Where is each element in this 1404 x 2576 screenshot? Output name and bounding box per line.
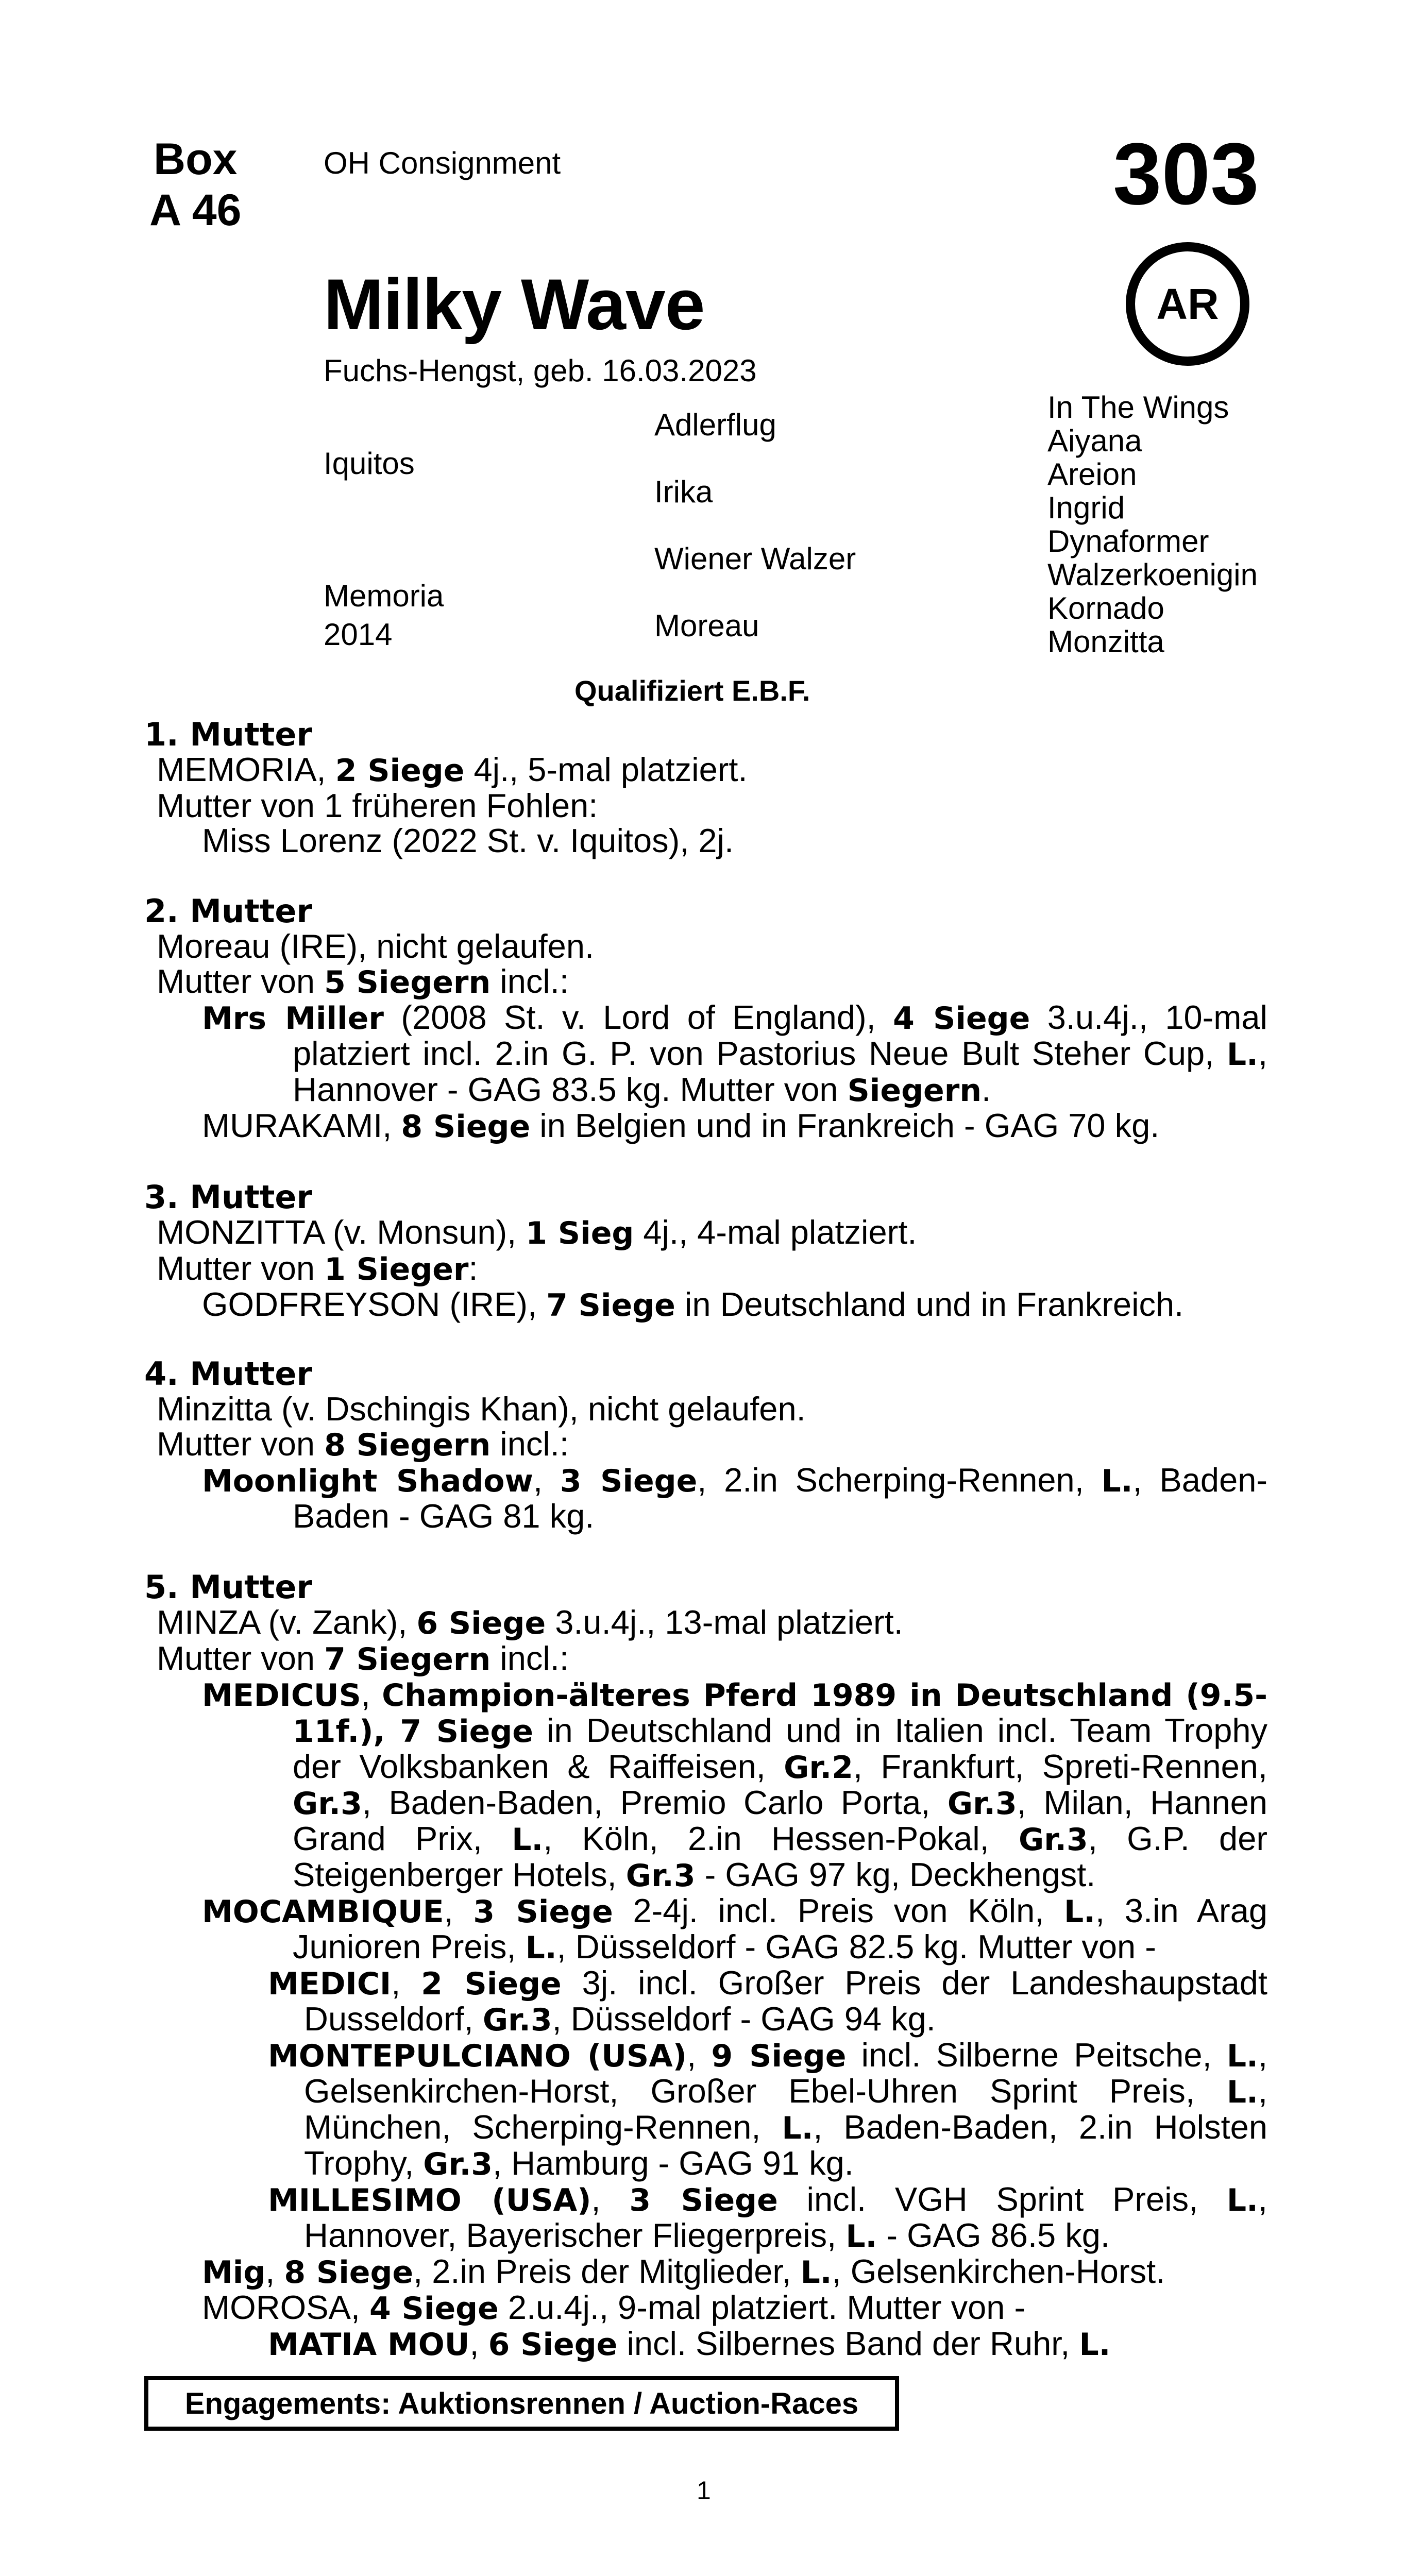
pedigree-gen2-1: Adlerflug	[654, 408, 776, 442]
page-number: 1	[697, 2476, 711, 2505]
section-3-mutter: 3. Mutter MONZITTA (v. Monsun), 1 Sieg 4j., 4-mal platziert. Mutter von 1 Sieger: GODFREYSON (IRE), 7 Siege in Deutschland und in Frankreich.	[144, 1180, 1267, 1323]
pedigree-gen3-item: Walzerkoenigin	[1047, 557, 1258, 592]
section-4-mutter: 4. Mutter Minzitta (v. Dschingis Khan), nicht gelaufen. Mutter von 8 Siegern incl.: Moonlight Shadow, 3 Siege, 2.in Scherping-Rennen, L., Baden-Baden - GAG 81 kg.	[144, 1355, 1268, 1535]
section-heading: 5. Mutter	[144, 1568, 313, 1606]
pedigree-dam: Memoria	[324, 579, 444, 613]
section-5-mutter: 5. Mutter MINZA (v. Zank), 6 Siege 3.u.4j., 13-mal platziert. Mutter von 7 Siegern incl.: MEDICUS, Champion-älteres Pferd 1989 in Deutschland (9.5-11f.), 7 Siege in Deutschland und in Italien incl. Team Trophy der Volksbanken & Raiffeisen, Gr.2, Frankfurt, Spreti-Rennen, Gr.3, Baden-Baden, Premio Carlo Porta, Gr.3, Milan, Hannen Grand Prix, L., Köln, 2.in Hessen-Pokal, Gr.3, G.P. der Steigenberger Hotels, Gr.3 - GAG 97 kg, Deckhengst. MOCAMBIQUE, 3 Siege 2-4j. incl. Preis von Köln, L., 3.in Arag Junioren Preis, L., Düsseldorf - GAG 82.5 kg. Mutter von - MEDICI, 2 Siege 3j. incl. Großer Preis der Landeshaupstadt Dusseldorf, Gr.3, Düsseldorf - GAG 94 kg. MONTEPULCIANO (USA), 9 Siege incl. Silberne Peitsche, L., Gelsenkirchen-Horst, Großer Ebel-Uhren Sprint Preis, L., München, Scherping-Rennen, L., Baden-Baden, 2.in Holsten Trophy, Gr.3, Hamburg - GAG 91 kg. MILLESIMO (USA), 3 Siege incl. VGH Sprint Preis, L., Hannover, Bayerischer Fliegerpreis, L. - GAG 86.5 kg. Mig, 8 Siege, 2.in Preis der Mitglieder, L., Gelsenkirchen-Horst. MOROSA, 4 Siege 2.u.4j., 9-mal platziert. Mutter von - MATIA MOU, 6 Siege incl. Silbernes Band der Ruhr, L.	[144, 1568, 1267, 2363]
section-heading: 3. Mutter	[144, 1178, 313, 1216]
qualification: Qualifiziert E.B.F.	[574, 674, 810, 707]
box-value: A 46	[149, 185, 242, 235]
box-number	[149, 134, 241, 236]
pedigree-gen2-4: Moreau	[654, 608, 759, 643]
lot-number: 303	[1113, 125, 1259, 223]
pedigree-gen3-item: Aiyana	[1047, 423, 1142, 458]
section-heading: 2. Mutter	[144, 892, 313, 930]
section-heading: 4. Mutter	[144, 1355, 313, 1393]
section-heading: 1. Mutter	[144, 716, 313, 753]
pedigree-gen3-item: Dynaformer	[1047, 524, 1209, 558]
pedigree-gen2-3: Wiener Walzer	[654, 541, 856, 576]
consignor: OH Consignment	[324, 146, 561, 180]
section-2-mutter: 2. Mutter Moreau (IRE), nicht gelaufen. Mutter von 5 Siegern incl.: Mrs Miller (2008 St. v. Lord of England), 4 Siege 3.u.4j., 10-mal platziert incl. 2.in G. P. von Pastorius Neue Bult Steher Cup, L., Hannover - GAG 83.5 kg. Mutter von Siegern. MURAKAMI, 8 Siege in Belgien und in Frankreich - GAG 70 kg.	[144, 892, 1268, 1145]
engagements-box: Engagements: Auktionsrennen / Auction-Races	[144, 2376, 899, 2431]
ar-badge: AR	[1126, 242, 1249, 366]
pedigree-gen3	[1047, 391, 1258, 658]
pedigree-gen3-item: Areion	[1047, 457, 1137, 492]
section-1-mutter: 1. Mutter MEMORIA, 2 Siege 4j., 5-mal platziert. Mutter von 1 früheren Fohlen: Miss Lorenz (2022 St. v. Iquitos), 2j.	[144, 717, 1267, 858]
pedigree-gen3-item: Ingrid	[1047, 490, 1125, 525]
pedigree-gen3-item: In The Wings	[1047, 390, 1229, 425]
horse-description: Fuchs-Hengst, geb. 16.03.2023	[324, 353, 757, 388]
pedigree-gen2-2: Irika	[654, 474, 713, 509]
pedigree-gen3-item: Kornado	[1047, 591, 1164, 625]
box-label: Box	[154, 134, 238, 184]
pedigree-gen3-item: Monzitta	[1047, 624, 1164, 659]
horse-name: Milky Wave	[324, 264, 705, 345]
pedigree-dam-year: 2014	[324, 617, 393, 652]
pedigree-sire: Iquitos	[324, 446, 415, 481]
